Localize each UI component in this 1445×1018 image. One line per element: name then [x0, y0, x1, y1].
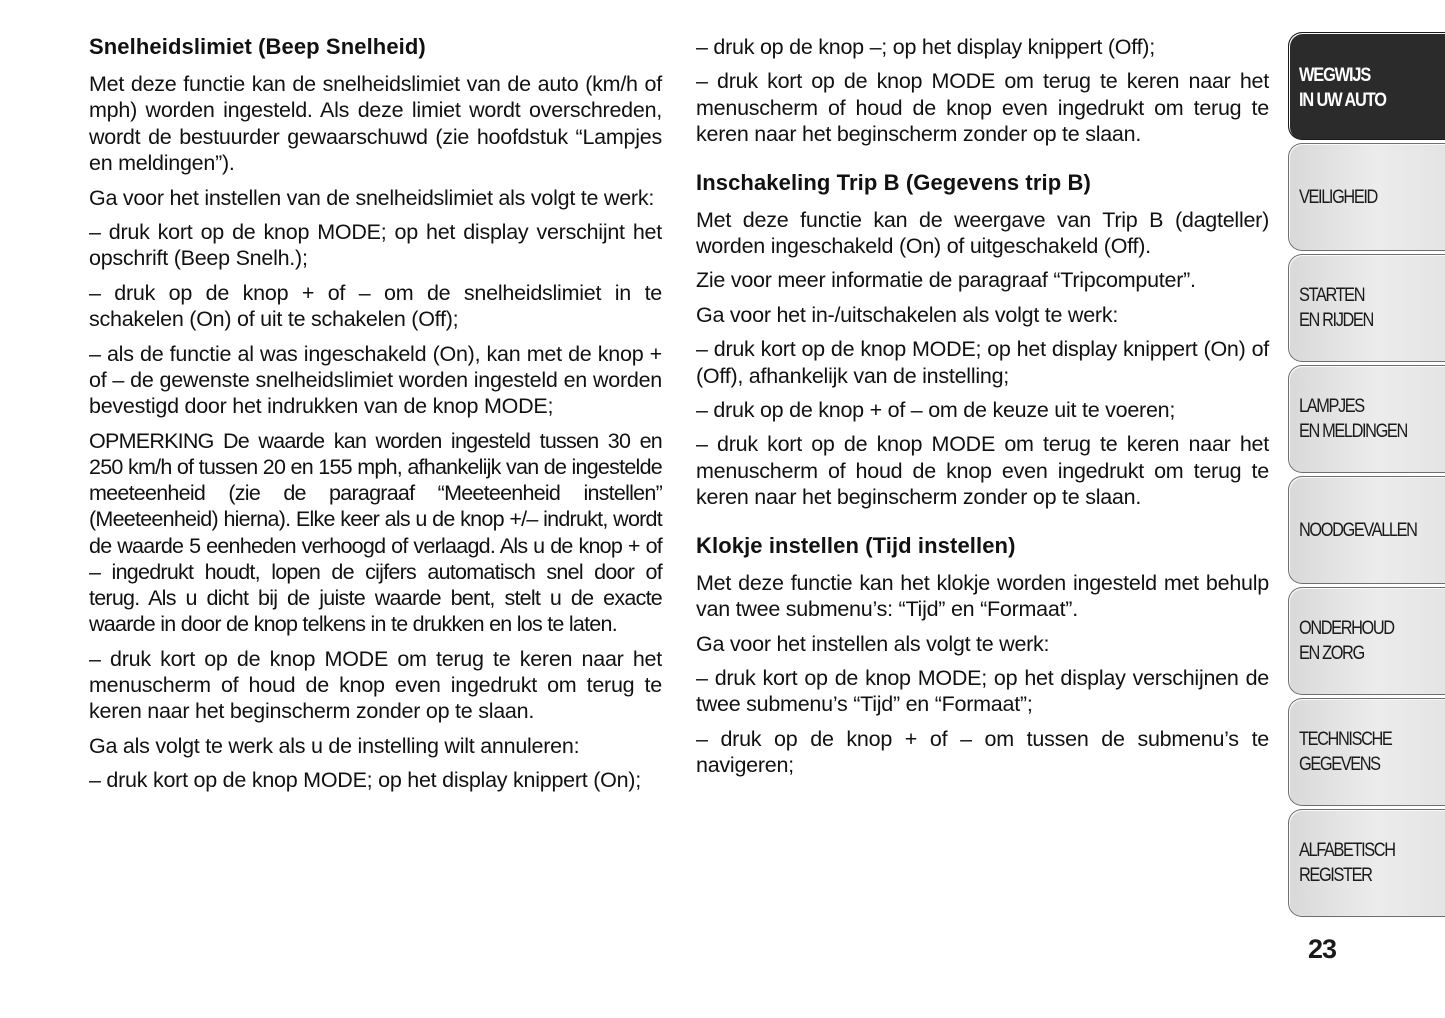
paragraph: – druk kort op de knop MODE; op het display verschijnen de twee submenu’s “Tijd” en “Formaat”;	[696, 665, 1269, 717]
paragraph: Ga voor het in-/uitschakelen als volgt te werk:	[696, 302, 1119, 327]
paragraph: – druk op de knop + of – om de keuze uit te voeren;	[696, 398, 1176, 423]
paragraph: Zie voor meer informatie de paragraaf “Tripcomputer”.	[696, 268, 1196, 293]
paragraph: – druk kort op de knop MODE om terug te keren naar het menuscherm of houd de knop even ingedrukt om terug te keren naar het beginscherm zonder op te slaan.	[696, 432, 1269, 510]
tab-lampjes-en-meldingen[interactable]	[1288, 365, 1445, 473]
paragraph: Met deze functie kan de weergave van Trip B (dagteller) worden ingeschakeld (On) of uitgeschakeld (Off).	[696, 207, 1269, 259]
note-paragraph: OPMERKING De waarde kan worden ingesteld tussen 30 en 250 km/h of tussen 20 en 155 mph, afhankelijk van de ingestelde meeteenheid (zie de paragraaf “Meeteenheid instellen” (Meeteenheid) hierna). Elke keer als u de knop +/– indrukt, wordt de waarde 5 eenheden verhoogd of verlaagd. Als u de knop + of – ingedrukt houdt, lopen de cijfers automatisch snel door of terug. Als u dicht bij de juiste waarde bent, stelt u de exacte waarde in door de knop telkens in te drukken en los te laten.	[89, 428, 662, 637]
paragraph: Ga voor het instellen van de snelheidslimiet als volgt te werk:	[89, 185, 655, 210]
paragraph: – druk kort op de knop MODE om terug te keren naar het menuscherm of houd de knop even ingedrukt om terug te keren naar het beginscherm zonder op te slaan.	[89, 646, 662, 724]
tab-label: LAMPJES EN MELDINGEN	[1299, 396, 1407, 442]
tab-label: VEILIGHEID	[1299, 186, 1377, 208]
paragraph: – druk kort op de knop MODE om terug te keren naar het menuscherm of houd de knop even ingedrukt om terug te keren naar het beginscherm zonder op te slaan.	[696, 69, 1269, 147]
paragraph: – druk kort op de knop MODE; op het display knippert (On) of (Off), afhankelijk van de instelling;	[696, 337, 1269, 388]
tab-label: TECHNISCHE GEGEVENS	[1299, 729, 1392, 775]
paragraph: – druk op de knop + of – om de snelheidslimiet in te schakelen (On) of uit te schakelen (Off);	[89, 280, 662, 332]
tab-wegwijs[interactable]	[1288, 32, 1445, 140]
paragraph: Met deze functie kan het klokje worden ingesteld met behulp van twee submenu’s: “Tijd” en “Formaat”.	[696, 570, 1269, 622]
paragraph: Ga voor het instellen als volgt te werk:	[696, 631, 1050, 656]
tab-technische-gegevens[interactable]	[1288, 698, 1445, 806]
right-column	[696, 34, 1269, 787]
section-heading-clock: Klokje instellen (Tijd instellen)	[696, 532, 1016, 558]
paragraph: Met deze functie kan de snelheidslimiet van de auto (km/h of mph) worden ingesteld. Als deze limiet wordt overschreden, wordt de bestuurder gewaarschuwd (zie hoofdstuk “Lampjes en meldingen”).	[89, 72, 662, 176]
page-number: 23	[1308, 934, 1337, 964]
paragraph: – druk kort op de knop MODE; op het display verschijnt het opschrift (Beep Snelh.);	[89, 220, 662, 271]
section-heading-trip-b: Inschakeling Trip B (Gegevens trip B)	[696, 169, 1091, 195]
paragraph: – als de functie al was ingeschakeld (On), kan met de knop + of – de gewenste snelheidslimiet worden ingesteld en worden bevestigd door het indrukken van de knop MODE;	[89, 341, 662, 419]
paragraph: – druk op de knop + of – om tussen de submenu’s te navigeren;	[696, 726, 1269, 778]
tab-label: WEGWIJS IN UW AUTO	[1299, 65, 1386, 111]
tab-noodgevallen[interactable]	[1288, 476, 1445, 584]
tab-label: NOODGEVALLEN	[1299, 519, 1417, 541]
tab-alfabetisch-register[interactable]	[1288, 809, 1445, 917]
paragraph: – druk kort op de knop MODE; op het display knippert (On);	[89, 768, 641, 793]
tab-starten-en-rijden[interactable]	[1288, 254, 1445, 362]
left-column	[89, 34, 662, 802]
tab-onderhoud-en-zorg[interactable]	[1288, 587, 1445, 695]
tab-label: ALFABETISCH REGISTER	[1299, 840, 1395, 886]
tab-label: STARTEN EN RIJDEN	[1299, 285, 1373, 331]
tab-veiligheid[interactable]	[1288, 143, 1445, 251]
paragraph: – druk op de knop –; op het display knippert (Off);	[696, 35, 1155, 59]
section-heading-speed-limit: Snelheidslimiet (Beep Snelheid)	[89, 34, 426, 59]
tab-label: ONDERHOUD EN ZORG	[1299, 618, 1394, 664]
paragraph: Ga als volgt te werk als u de instelling wilt annuleren:	[89, 733, 580, 758]
chapter-tabs	[1288, 32, 1445, 920]
